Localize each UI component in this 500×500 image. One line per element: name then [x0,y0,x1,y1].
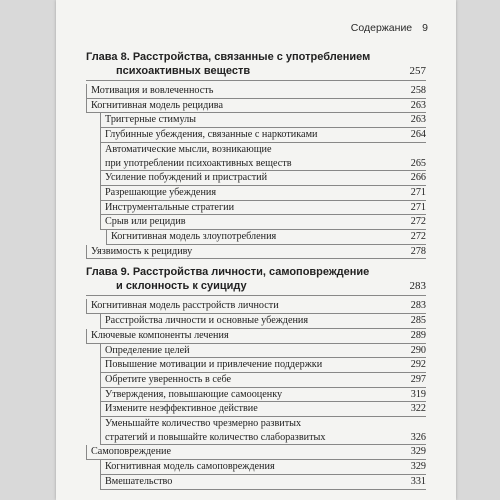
chapter-8-heading[interactable] [86,50,426,81]
book-page [56,0,456,500]
toc-entry[interactable] [86,445,426,460]
entry-page: 331 [410,475,426,487]
toc-entry[interactable] [100,373,426,388]
toc-entry[interactable] [100,417,426,431]
entry-page: 289 [410,329,426,341]
entry-title: стратегий и повышайте количество слаборазвитых [105,431,326,443]
entry-title: при употреблении психоактивных веществ [105,157,292,169]
entry-title: Разрешающие убеждения [105,186,217,198]
entry-page: 319 [410,388,426,400]
entry-title: Когнитивная модель рецидива [91,99,223,111]
entry-title: Когнитивная модель злоупотребления [111,231,277,243]
toc-entry[interactable] [100,201,426,216]
entry-page: 266 [410,172,426,184]
entry-page: 326 [410,431,426,443]
entry-title: Автоматические мысли, возникающие [105,143,272,155]
entry-title: Срыв или рецидив [105,216,186,228]
toc-entry[interactable] [100,128,426,143]
entry-title: Расстройства личности и основные убеждения [105,315,309,327]
entry-title: Инструментальные стратегии [105,201,235,213]
entry-title: Усиление побуждений и пристрастий [105,172,268,184]
entry-page: 297 [410,373,426,385]
toc-entry[interactable] [100,314,426,329]
toc-entry[interactable] [100,113,426,128]
toc-entry[interactable] [100,475,426,490]
entry-page: 283 [410,300,426,312]
toc-entry[interactable] [100,344,426,359]
toc-entry[interactable] [100,402,426,417]
entry-title: Когнитивная модель самоповреждения [105,461,275,473]
chapter-title-line: и склонность к суициду [116,280,247,293]
entry-page: 322 [410,403,426,415]
entry-page: 272 [410,216,426,228]
toc-entry[interactable] [86,99,426,114]
toc-entry[interactable] [100,143,426,157]
toc-entry[interactable] [100,431,426,446]
entry-title: Обретите уверенность в себе [105,373,232,385]
entry-title: Повышение мотивации и привлечение поддержки [105,359,323,371]
entry-page: 265 [410,157,426,169]
entry-page: 271 [410,201,426,213]
running-head [351,22,428,34]
page-number: 9 [422,22,428,34]
toc-entry[interactable] [100,186,426,201]
toc-entry[interactable] [86,84,426,99]
toc-entry[interactable] [106,230,426,245]
toc-entry[interactable] [100,388,426,403]
chapter-title-line: психоактивных веществ [116,65,251,77]
entry-page: 258 [410,85,426,96]
entry-page: 329 [410,461,426,473]
entry-title: Вмешательство [105,475,173,487]
chapter-title-line: Глава 9. Расстройства личности, самоповреждение [86,266,370,279]
entry-page: 285 [410,315,426,327]
entry-title: Глубинные убеждения, связанные с наркотиками [105,129,318,141]
entry-title: Самоповреждение [91,446,171,458]
entry-page: 263 [410,99,426,111]
toc-entry[interactable] [86,245,426,260]
entry-title: Когнитивная модель расстройств личности [91,300,279,312]
chapter-title-line: Глава 8. Расстройства, связанные с употреблением [86,51,371,63]
table-of-contents [86,50,426,490]
entry-page: 271 [410,186,426,198]
entry-page: 290 [410,344,426,356]
toc-entry[interactable] [100,460,426,475]
toc-entry[interactable] [100,215,426,230]
toc-entry[interactable] [100,157,426,172]
toc-entry[interactable] [100,171,426,186]
entry-page: 278 [410,245,426,257]
entry-title: Мотивация и вовлеченность [91,85,214,96]
entry-page: 263 [410,114,426,126]
entry-page: 329 [410,446,426,458]
entry-page: 272 [410,231,426,243]
entry-title: Ключевые компоненты лечения [91,329,229,341]
toc-entry[interactable] [100,358,426,373]
chapter-9-heading[interactable] [86,265,426,296]
entry-title: Измените неэффективное действие [105,403,258,415]
entry-title: Триггерные стимулы [105,114,197,126]
chapter-page: 257 [409,65,426,77]
entry-page: 292 [410,359,426,371]
entry-title: Определение целей [105,344,190,356]
toc-entry[interactable] [86,329,426,344]
toc-entry[interactable] [86,299,426,314]
entry-title: Уязвимость к рецидиву [91,245,193,257]
entry-title: Уменьшайте количество чрезмерно развитых [105,418,302,430]
chapter-page: 283 [409,280,426,293]
entry-page: 264 [410,129,426,141]
section-title: Содержание [350,22,413,34]
entry-title: Утверждения, повышающие самооценку [105,388,283,400]
